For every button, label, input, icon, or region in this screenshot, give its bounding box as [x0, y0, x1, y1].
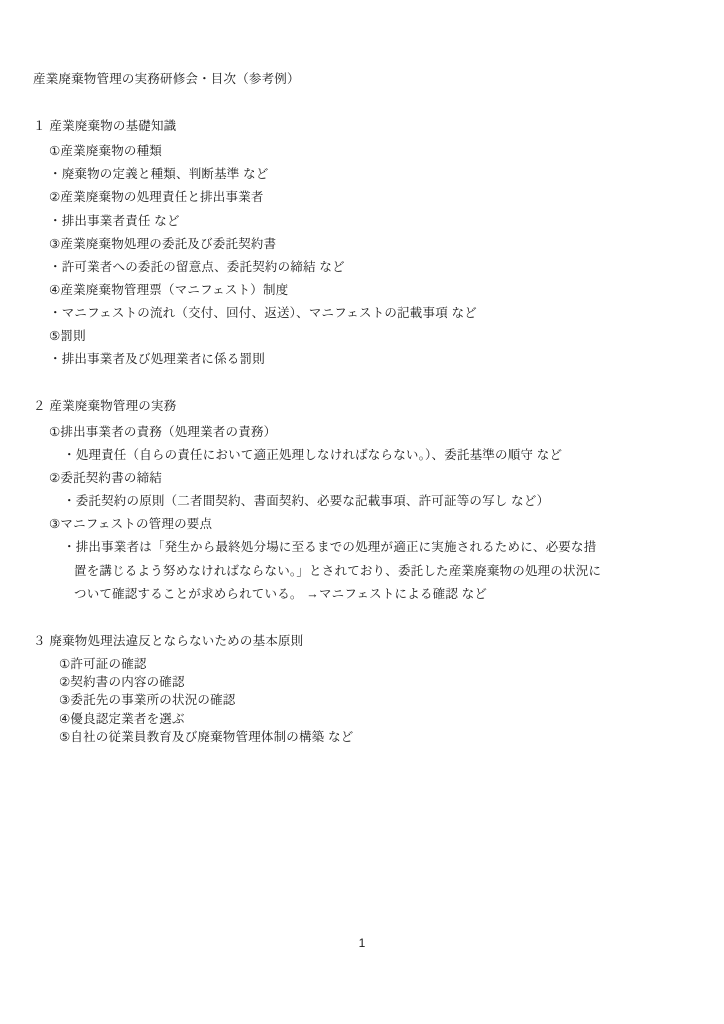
section-2-item-7	[33, 560, 684, 583]
section-3-item-5: ⑤自社の従業員教育及び廃棄物管理体制の構築 など	[59, 729, 354, 744]
section-2-item-7-text: 置を講じるよう努めなければならない。」とされており、委託した産業廃棄物の処理の状況に	[74, 563, 602, 578]
section-2-item-8-text: ついて確認することが求められている。 →マニフェストによる確認 など	[74, 586, 488, 601]
section-1-item-5: ③産業廃棄物処理の委託及び委託契約書	[49, 236, 277, 251]
section-3-heading: ３ 廃棄物処理法違反とならないための基本原則	[33, 633, 304, 648]
page-title: 産業廃棄物管理の実務研修会・目次（参考例）	[33, 72, 300, 86]
section-2-item-5: ③マニフェストの管理の要点	[49, 517, 213, 532]
section-1-item-4: ・排出事業者責任 など	[49, 213, 180, 228]
section-1-item-7: ④産業廃棄物管理票（マニフェスト）制度	[49, 282, 289, 297]
section-2-item-4: ・委託契約の原則（二者間契約、書面契約、必要な記載事項、許可証等の写し など）	[63, 494, 550, 509]
page-number: 1	[358, 936, 366, 950]
section-1-item-9: ⑤罰則	[49, 329, 86, 344]
section-2-item-1: ①排出事業者の責務（処理業者の責務）	[49, 424, 277, 439]
section-1-item-8: ・マニフェストの流れ（交付、回付、返送）、マニフェストの記載事項 など	[49, 306, 477, 320]
section-2-item-3: ②委託契約書の締結	[49, 471, 163, 485]
spacer-1	[33, 371, 684, 397]
section-1	[33, 117, 684, 372]
section-3	[33, 632, 684, 746]
section-1-item-2: ・廃棄物の定義と種類、判断基準 など	[49, 167, 269, 182]
section-2-item-6: ・排出事業者は「発生から最終処分場に至るまでの処理が適正に実施されるために、必要な措	[63, 540, 597, 555]
section-2-item-8	[33, 583, 684, 606]
section-3-item-4: ④優良認定業者を選ぶ	[59, 711, 185, 726]
section-1-heading: １ 産業廃棄物の基礎知識	[33, 118, 177, 133]
section-2-heading: ２ 産業廃棄物管理の実務	[33, 399, 177, 414]
section-2	[33, 397, 684, 605]
section-1-item-10: ・排出事業者及び処理業者に係る罰則	[49, 352, 265, 367]
section-1-item-6: ・許可業者への委託の留意点、委託契約の締結 など	[49, 259, 345, 274]
section-1-item-1: ①産業廃棄物の種類	[49, 144, 163, 159]
section-3-item-1: ①許可証の確認	[59, 657, 147, 672]
section-1-item-3: ②産業廃棄物の処理責任と排出事業者	[49, 190, 264, 205]
spacer-2	[33, 606, 684, 632]
section-2-item-2: ・処理責任（自らの責任において適正処理しなければならない。）、委託基準の順守 など	[63, 447, 563, 462]
section-3-item-2: ②契約書の内容の確認	[59, 675, 185, 690]
section-3-item-3: ③委託先の事業所の状況の確認	[59, 693, 236, 708]
